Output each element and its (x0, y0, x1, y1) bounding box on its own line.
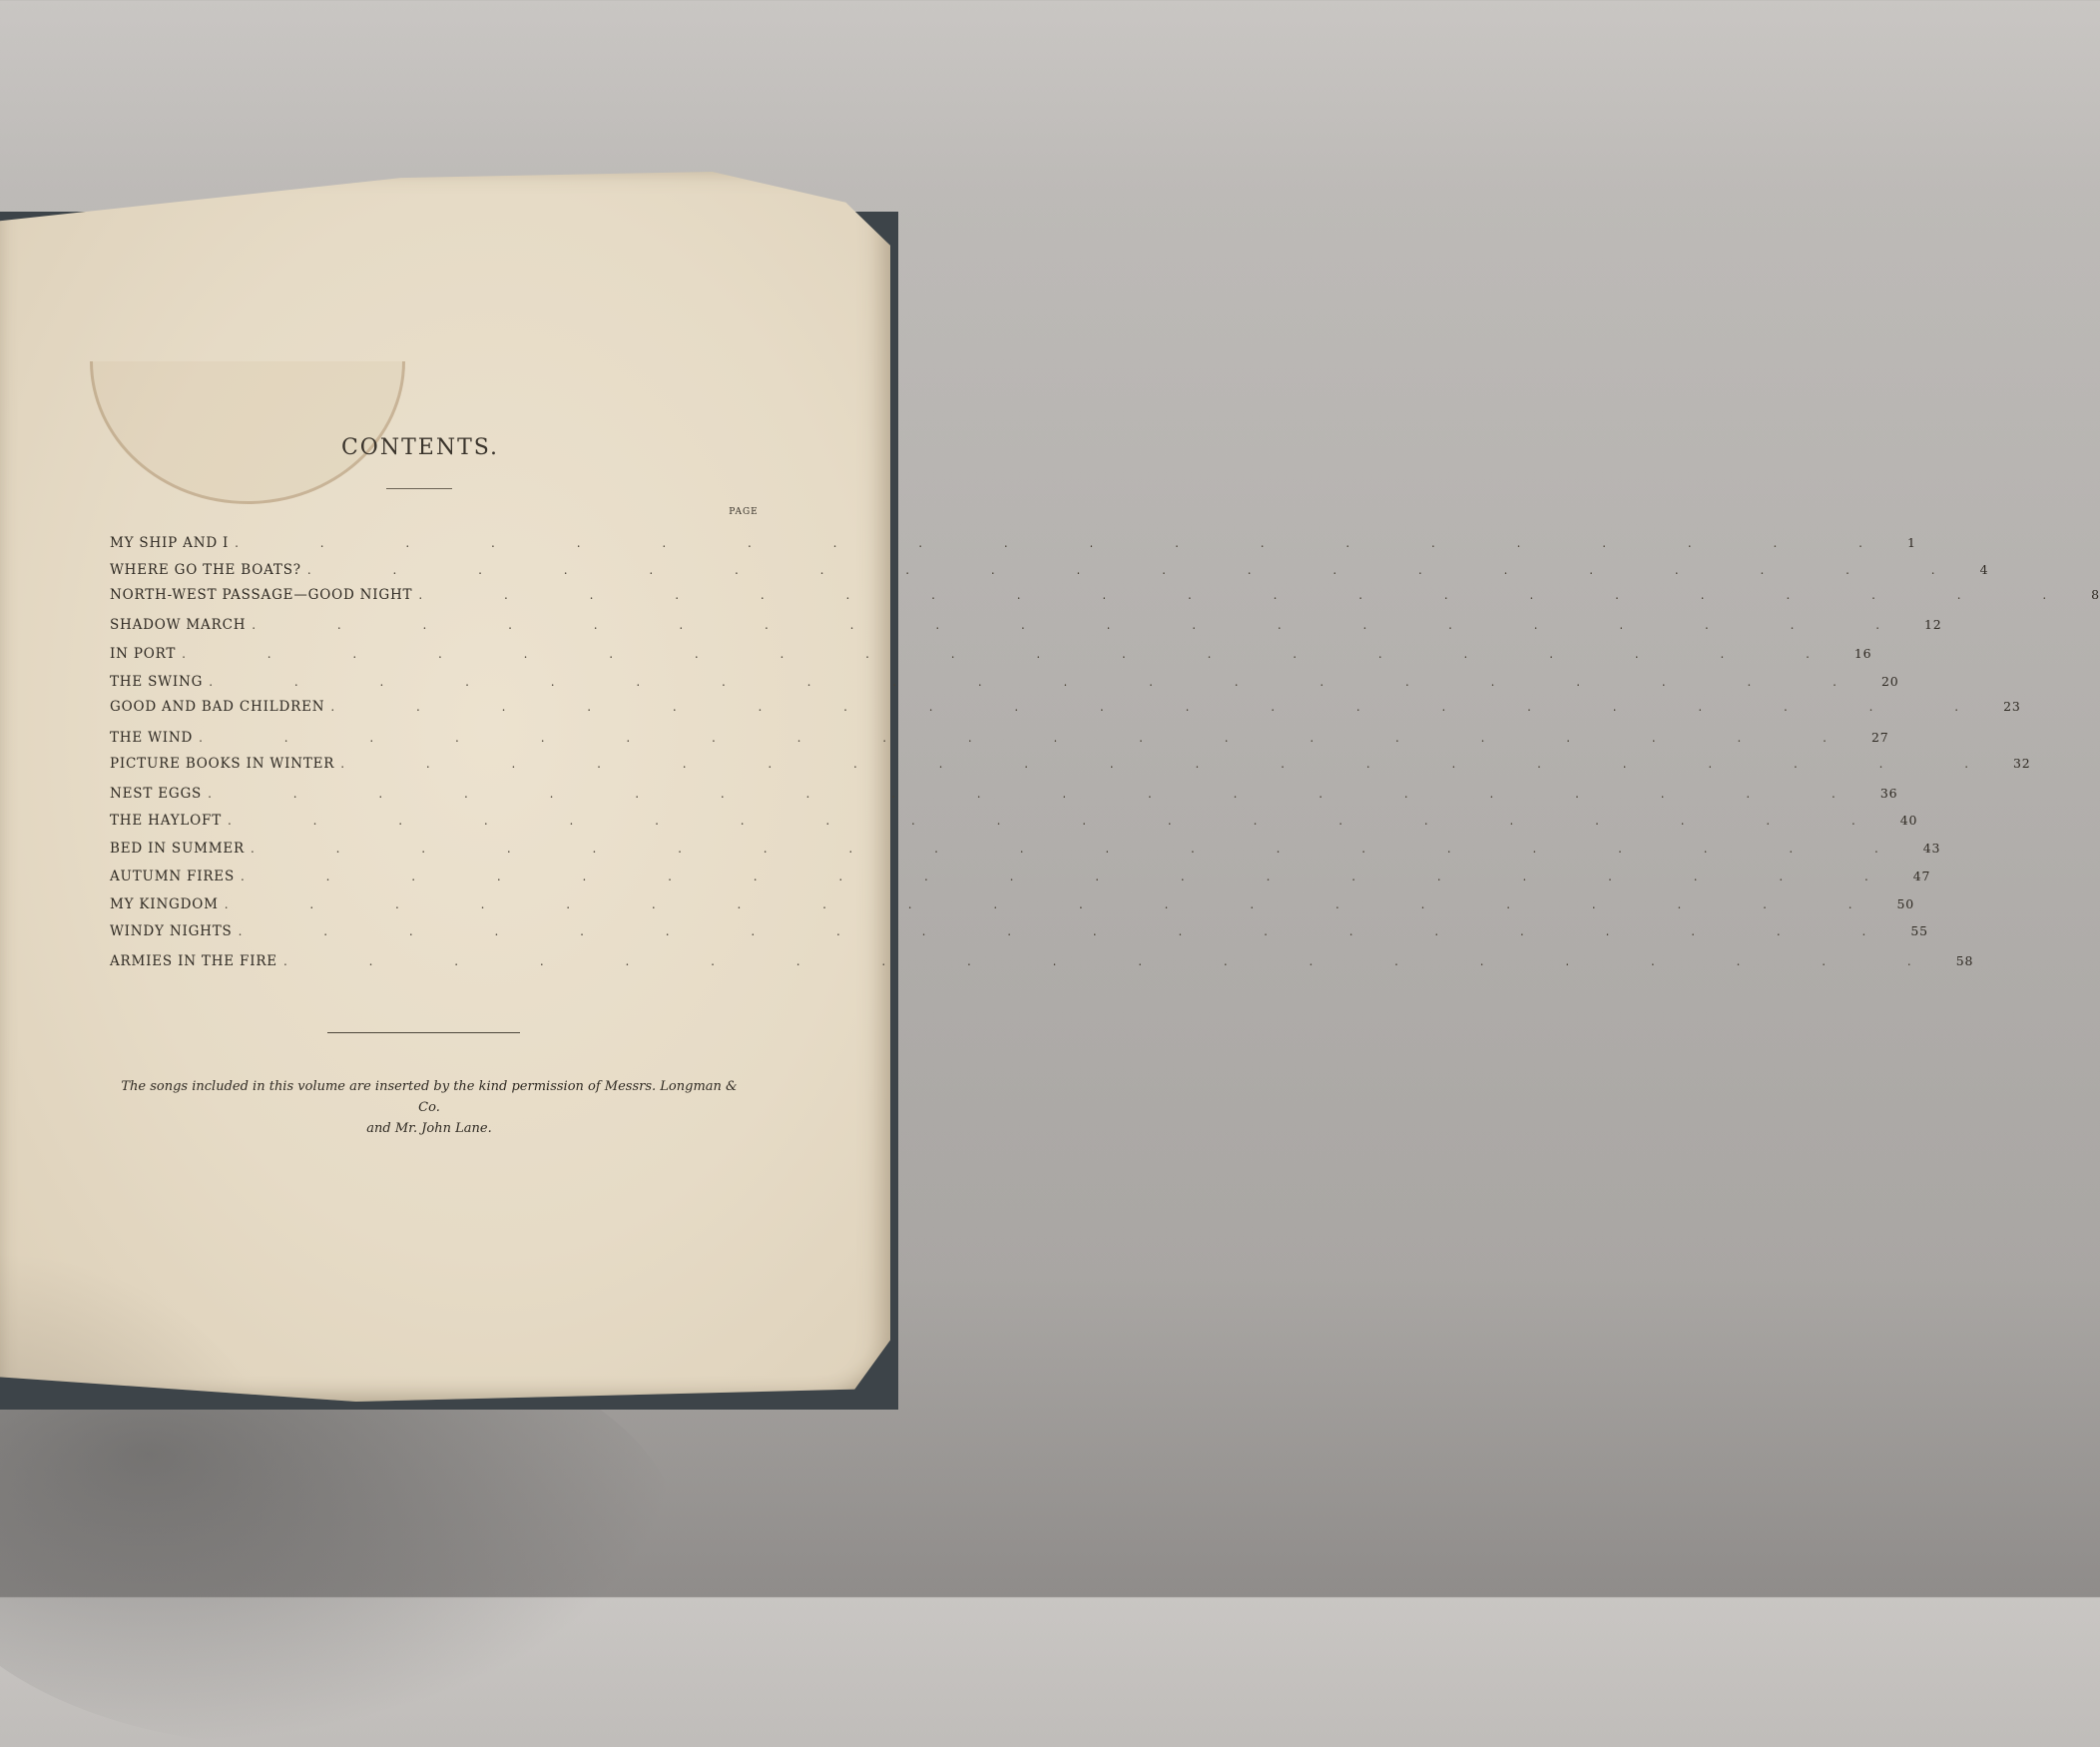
toc-entry-page: 12 (1924, 617, 1942, 632)
toc-entry-page: 55 (1910, 923, 1928, 938)
dot-leader: . . . . . . . . . . . . . . . . . . . . (252, 618, 1919, 632)
toc-entry-page: 23 (2003, 699, 2021, 714)
dot-leader: . . . . . . . . . . . . . . . . . . . . (241, 870, 1907, 883)
toc-entry-title: THE HAYLOFT (110, 813, 223, 829)
footnote-line-1: The songs included in this volume are inserted by the kind permission of Messrs. Longman & Co. (121, 1079, 738, 1115)
toc-entry-title: MY SHIP AND I (110, 535, 230, 551)
dot-leader: . . . . . . . . . . . . . . . . . . . . (251, 842, 1917, 856)
dot-leader: . . . . . . . . . . . . . . . . . . . . (235, 536, 1901, 550)
dot-leader: . . . . . . . . . . . . . . . . . . . . (224, 897, 1891, 911)
toc-entry (110, 756, 2031, 778)
toc-entry (110, 869, 1931, 890)
toc-entry-page: 50 (1896, 896, 1915, 911)
toc-entry-page: 40 (1899, 813, 1918, 828)
toc-entry-title: WHERE GO THE BOATS? (110, 562, 301, 578)
toc-entry (110, 587, 2100, 609)
toc-entry (110, 674, 1899, 696)
toc-entry (110, 953, 1974, 975)
dot-leader: . . . . . . . . . . . . . . . . . . . . (209, 675, 1875, 689)
toc-entry (110, 730, 1889, 752)
toc-entry-page: 58 (1955, 953, 1974, 968)
toc-entry (110, 896, 1915, 918)
toc-entry-title: NORTH-WEST PASSAGE—GOOD NIGHT (110, 587, 413, 603)
dot-leader: . . . . . . . . . . . . . . . . . . . . (199, 731, 1865, 745)
dot-leader: . . . . . . . . . . . . . . . . . . . . (208, 787, 1874, 801)
toc-entry-page: 32 (2013, 756, 2031, 771)
toc-entry-title: BED IN SUMMER (110, 841, 246, 857)
toc-entry (110, 562, 1989, 584)
toc-entry-page: 16 (1853, 646, 1872, 661)
toc-entry-title: PICTURE BOOKS IN WINTER (110, 756, 335, 772)
toc-entry-page: 36 (1879, 786, 1898, 801)
dot-leader: . . . . . . . . . . . . . . . . . . . . (306, 563, 1974, 577)
toc-entry-title: GOOD AND BAD CHILDREN (110, 699, 325, 715)
toc-entry-title: WINDY NIGHTS (110, 923, 233, 939)
bottom-rule (327, 1032, 520, 1033)
toc-entry-title: ARMIES IN THE FIRE (110, 953, 277, 969)
footnote-line-2: and Mr. John Lane. (366, 1121, 492, 1136)
toc-entry-page: 20 (1880, 674, 1899, 689)
toc-entry-page: 4 (1979, 562, 1989, 577)
contents-title: CONTENTS. (340, 435, 500, 460)
dot-leader: . . . . . . . . . . . . . . . . . . . . (228, 814, 1894, 828)
water-stain (90, 361, 405, 504)
toc-entry-page: 1 (1906, 535, 1916, 550)
toc-entry-page: 43 (1922, 841, 1941, 856)
toc-entry-page: 27 (1870, 730, 1889, 745)
toc-entry (110, 841, 1941, 863)
toc-entry (110, 923, 1928, 945)
toc-entry (110, 535, 1916, 557)
page-column-label: PAGE (729, 507, 759, 517)
dot-leader: . . . . . . . . . . . . . . . . . . . . (330, 700, 1998, 714)
title-rule (386, 488, 452, 489)
toc-entry-title: NEST EGGS (110, 786, 203, 802)
toc-entry-title: THE SWING (110, 674, 204, 690)
toc-entry (110, 786, 1898, 808)
toc-entry (110, 699, 2021, 721)
toc-entry (110, 617, 1942, 639)
dot-leader: . . . . . . . . . . . . . . . . . . . . (418, 588, 2086, 602)
toc-entry-title: AUTUMN FIRES (110, 869, 236, 884)
permission-footnote (120, 1076, 739, 1139)
toc-entry-title: SHADOW MARCH (110, 617, 247, 633)
toc-entry-title: THE WIND (110, 730, 194, 746)
toc-entry-page: 8 (2091, 587, 2100, 602)
dot-leader: . . . . . . . . . . . . . . . . . . . . (282, 954, 1950, 968)
dot-leader: . . . . . . . . . . . . . . . . . . . . (238, 924, 1905, 938)
toc-entry (110, 813, 1918, 835)
toc-entry-title: IN PORT (110, 646, 177, 662)
dot-leader: . . . . . . . . . . . . . . . . . . . . (340, 757, 2008, 771)
toc-entry-page: 47 (1912, 869, 1931, 883)
toc-entry-title: MY KINGDOM (110, 896, 219, 912)
toc-entry (110, 646, 1872, 668)
dot-leader: . . . . . . . . . . . . . . . . . . . . (182, 647, 1848, 661)
